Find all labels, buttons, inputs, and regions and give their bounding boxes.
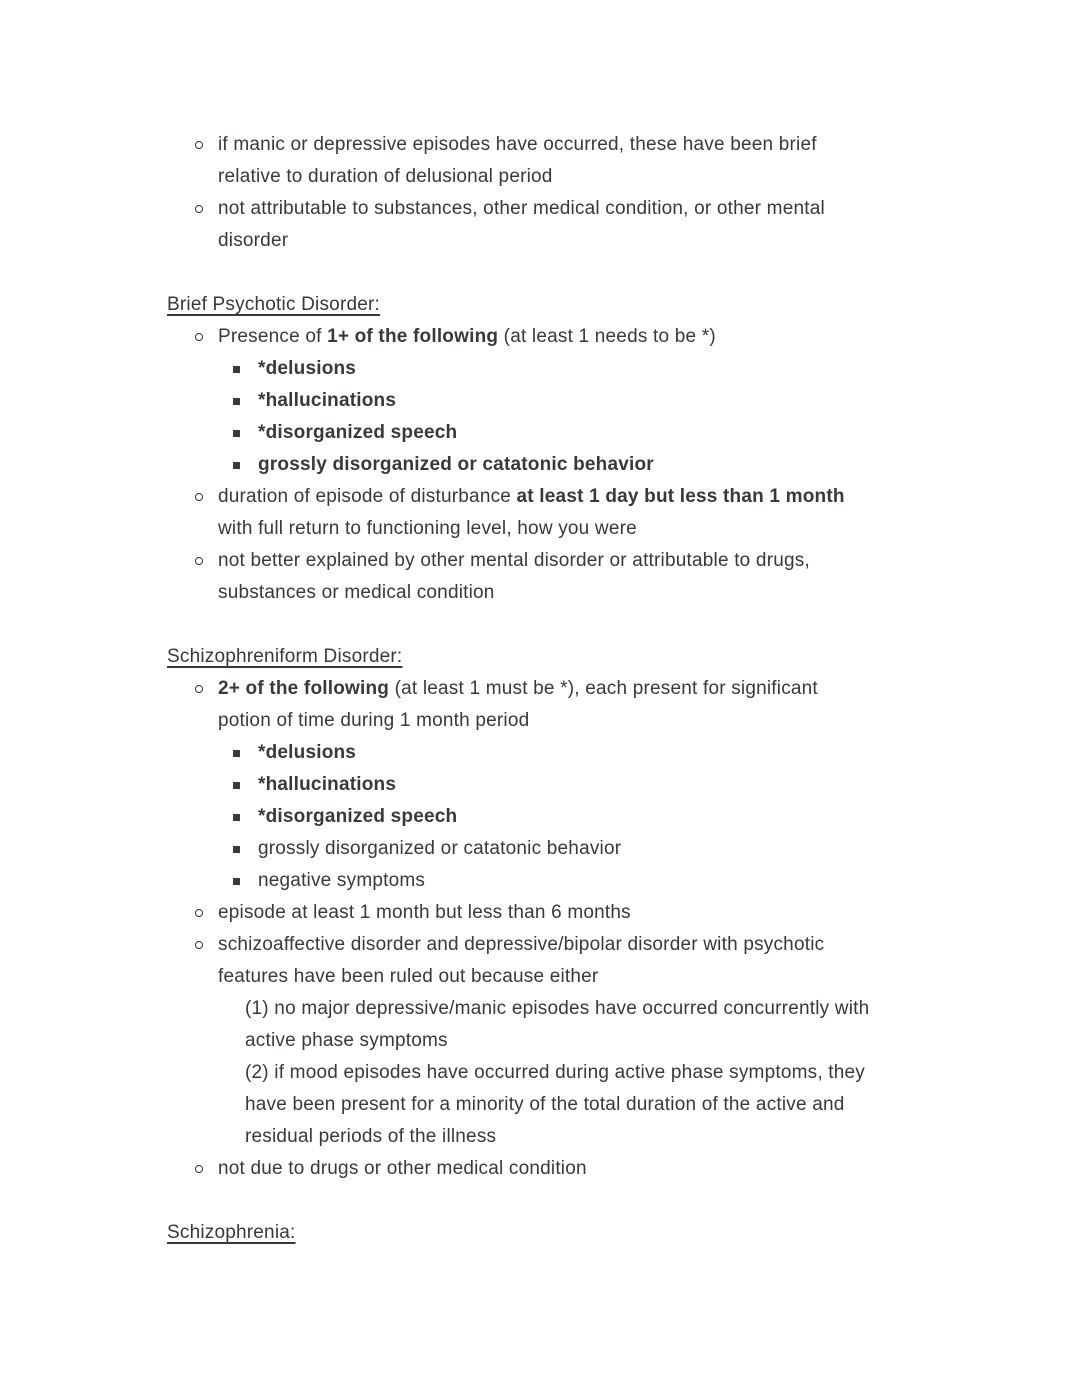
text-line: [218, 129, 970, 161]
text: (at least 1 needs to be *): [498, 326, 716, 347]
text: relative to duration of delusional period: [218, 166, 553, 187]
text-line: [245, 1057, 970, 1089]
text-line: [258, 865, 970, 897]
text-line: [218, 961, 970, 993]
section-heading: Schizophrenia:: [167, 1222, 296, 1243]
text-line: [218, 193, 970, 225]
text-line: [245, 1121, 970, 1153]
bullet-item: [167, 545, 970, 609]
text: have been present for a minority of the total duration of the active and: [245, 1094, 845, 1115]
sub-bullet-item: [167, 449, 970, 481]
text-line: [218, 481, 970, 513]
bullet-item: [167, 673, 970, 737]
text: with full return to functioning level, how you were: [218, 518, 637, 539]
text: potion of time during 1 month period: [218, 710, 530, 731]
text-line: [245, 993, 970, 1025]
text: episode at least 1 month but less than 6 months: [218, 902, 631, 923]
section: [167, 289, 970, 609]
bold-text: 1+ of the following: [327, 326, 499, 347]
text-line: [218, 225, 970, 257]
bullet-item: [167, 193, 970, 257]
text-line: [218, 673, 970, 705]
bullet-item: [167, 897, 970, 929]
section: [167, 641, 970, 1185]
bullet-item: [167, 1153, 970, 1185]
text-line: [258, 417, 970, 449]
text-line: [218, 577, 970, 609]
bullet-item: [167, 129, 970, 193]
bullet-item: [167, 321, 970, 353]
text: (1) no major depressive/manic episodes have occurred concurrently with: [245, 998, 870, 1019]
text-line: [258, 801, 970, 833]
text-line: [258, 449, 970, 481]
text-line: [258, 769, 970, 801]
sub-bullet-item: [167, 737, 970, 769]
text-line: [218, 545, 970, 577]
bullet-item: [167, 481, 970, 545]
text: disorder: [218, 230, 289, 251]
indented-paragraph: [167, 1057, 970, 1153]
text: not better explained by other mental disorder or attributable to drugs,: [218, 550, 810, 571]
section: [167, 1217, 970, 1249]
text: schizoaffective disorder and depressive/bipolar disorder with psychotic: [218, 934, 825, 955]
text-line: [218, 1153, 970, 1185]
bold-text: *disorganized speech: [258, 422, 458, 443]
text: not attributable to substances, other medical condition, or other mental: [218, 198, 825, 219]
text: residual periods of the illness: [245, 1126, 497, 1147]
text-line: [258, 737, 970, 769]
text: grossly disorganized or catatonic behavior: [258, 838, 622, 859]
text: negative symptoms: [258, 870, 426, 891]
text: Presence of: [218, 326, 328, 347]
text-line: [218, 513, 970, 545]
text: features have been ruled out because either: [218, 966, 599, 987]
text: active phase symptoms: [245, 1030, 448, 1051]
text-line: [258, 353, 970, 385]
bold-text: at least 1 day but less than 1 month: [516, 486, 845, 507]
sub-bullet-item: [167, 769, 970, 801]
sub-bullet-item: [167, 353, 970, 385]
text: (at least 1 must be *), each present for significant: [389, 678, 818, 699]
text-line: [258, 833, 970, 865]
text: if manic or depressive episodes have occurred, these have been brief: [218, 134, 817, 155]
text-line: [218, 897, 970, 929]
text: (2) if mood episodes have occurred during active phase symptoms, they: [245, 1062, 865, 1083]
text: duration of episode of disturbance: [218, 486, 517, 507]
bold-text: *delusions: [258, 358, 357, 379]
text-line: [245, 1025, 970, 1057]
section: [167, 129, 970, 257]
bold-text: *delusions: [258, 742, 357, 763]
text-line: [218, 705, 970, 737]
text-line: [218, 929, 970, 961]
text: not due to drugs or other medical condition: [218, 1158, 587, 1179]
indented-paragraph: [167, 993, 970, 1057]
text-line: [218, 321, 970, 353]
document-body: [167, 129, 970, 1249]
section-heading: Brief Psychotic Disorder:: [167, 294, 381, 315]
sub-bullet-item: [167, 385, 970, 417]
text-line: [245, 1089, 970, 1121]
bold-text: *disorganized speech: [258, 806, 458, 827]
text-line: [218, 161, 970, 193]
bold-text: 2+ of the following: [218, 678, 390, 699]
bold-text: *hallucinations: [258, 774, 397, 795]
sub-bullet-item: [167, 865, 970, 897]
text: substances or medical condition: [218, 582, 495, 603]
text-line: [258, 385, 970, 417]
section-heading: Schizophreniform Disorder:: [167, 646, 403, 667]
bullet-item: [167, 929, 970, 993]
sub-bullet-item: [167, 833, 970, 865]
sub-bullet-item: [167, 801, 970, 833]
bold-text: *hallucinations: [258, 390, 397, 411]
bold-text: grossly disorganized or catatonic behavior: [258, 454, 654, 475]
sub-bullet-item: [167, 417, 970, 449]
